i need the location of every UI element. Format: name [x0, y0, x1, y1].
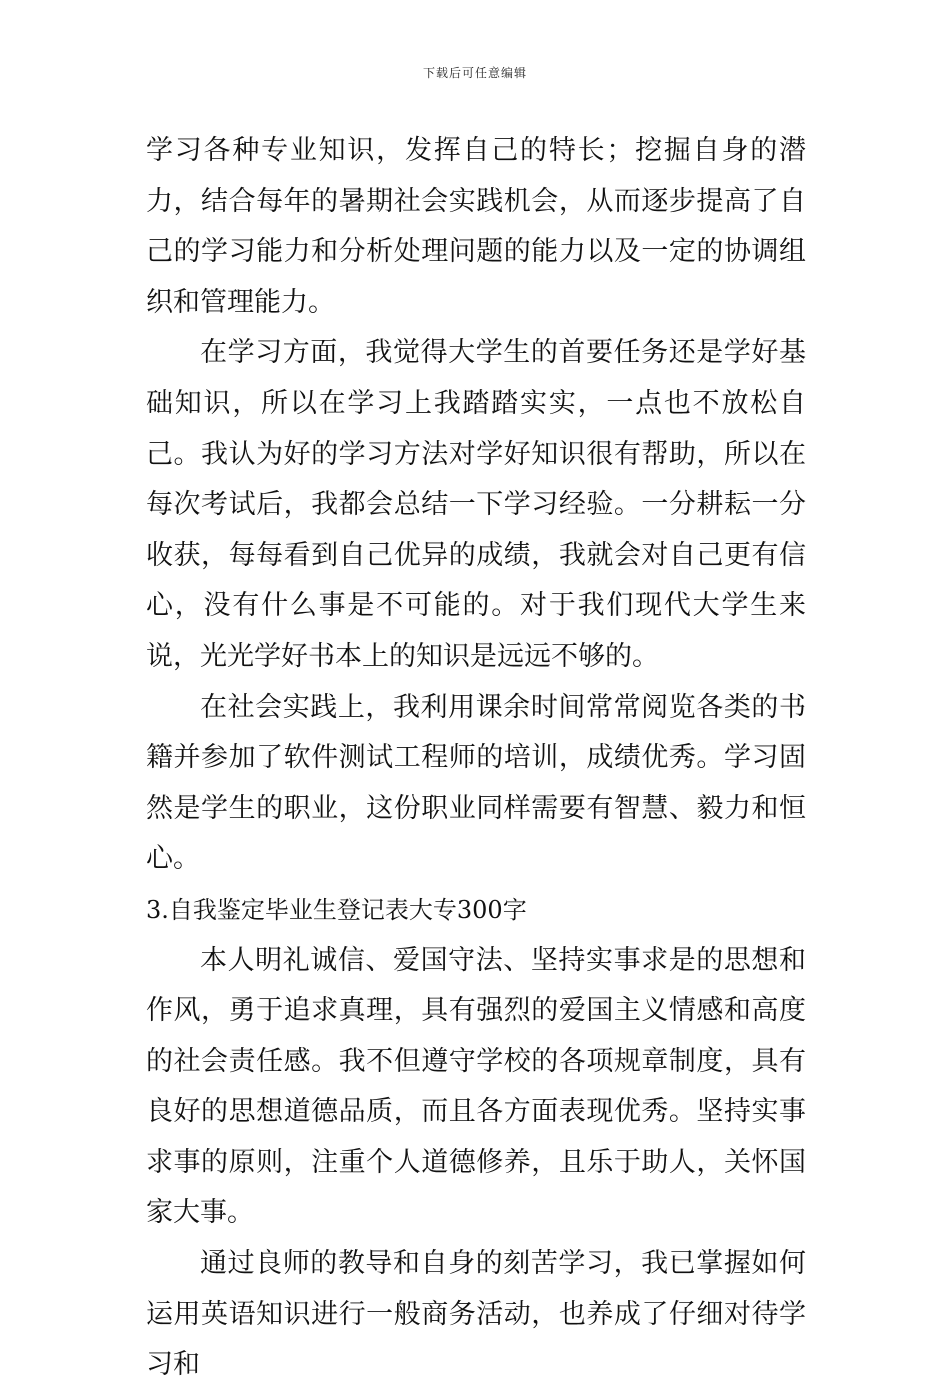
paragraph-english: 通过良师的教导和自身的刻苦学习，我已掌握如何运用英语知识进行一般商务活动，也养成了仔细对待学习和 [146, 1248, 806, 1381]
header-note: 下载后可任意编辑 [422, 66, 527, 80]
section-heading: 3.自我鉴定毕业生登记表大专300字 [146, 895, 527, 924]
paragraph-character: 本人明礼诚信、爱国守法、坚持实事求是的思想和作风，勇于追求真理，具有强烈的爱国主义情感和高度的社会责任感。我不但遵守学校的各项规章制度，具有良好的思想道德品质，而且各方面表现优秀。坚持实事求事的原则，注重个人道德修养，且乐于助人，关怀国家大事。 [146, 944, 806, 1229]
paragraph-continuation: 学习各种专业知识，发挥自己的特长；挖掘自身的潜力，结合每年的暑期社会实践机会，从而逐步提高了自己的学习能力和分析处理问题的能力以及一定的协调组织和管理能力。 [146, 135, 806, 318]
document-body [146, 126, 806, 1391]
paragraph-study: 在学习方面，我觉得大学生的首要任务还是学好基础知识，所以在学习上我踏踏实实，一点也不放松自己。我认为好的学习方法对学好知识很有帮助，所以在每次考试后，我都会总结一下学习经验。一分耕耘一分收获，每每看到自己优异的成绩，我就会对自己更有信心，没有什么事是不可能的。对于我们现代大学生来说，光光学好书本上的知识是远远不够的。 [146, 337, 806, 672]
paragraph-practice: 在社会实践上，我利用课余时间常常阅览各类的书籍并参加了软件测试工程师的培训，成绩优秀。学习固然是学生的职业，这份职业同样需要有智慧、毅力和恒心。 [146, 691, 806, 875]
